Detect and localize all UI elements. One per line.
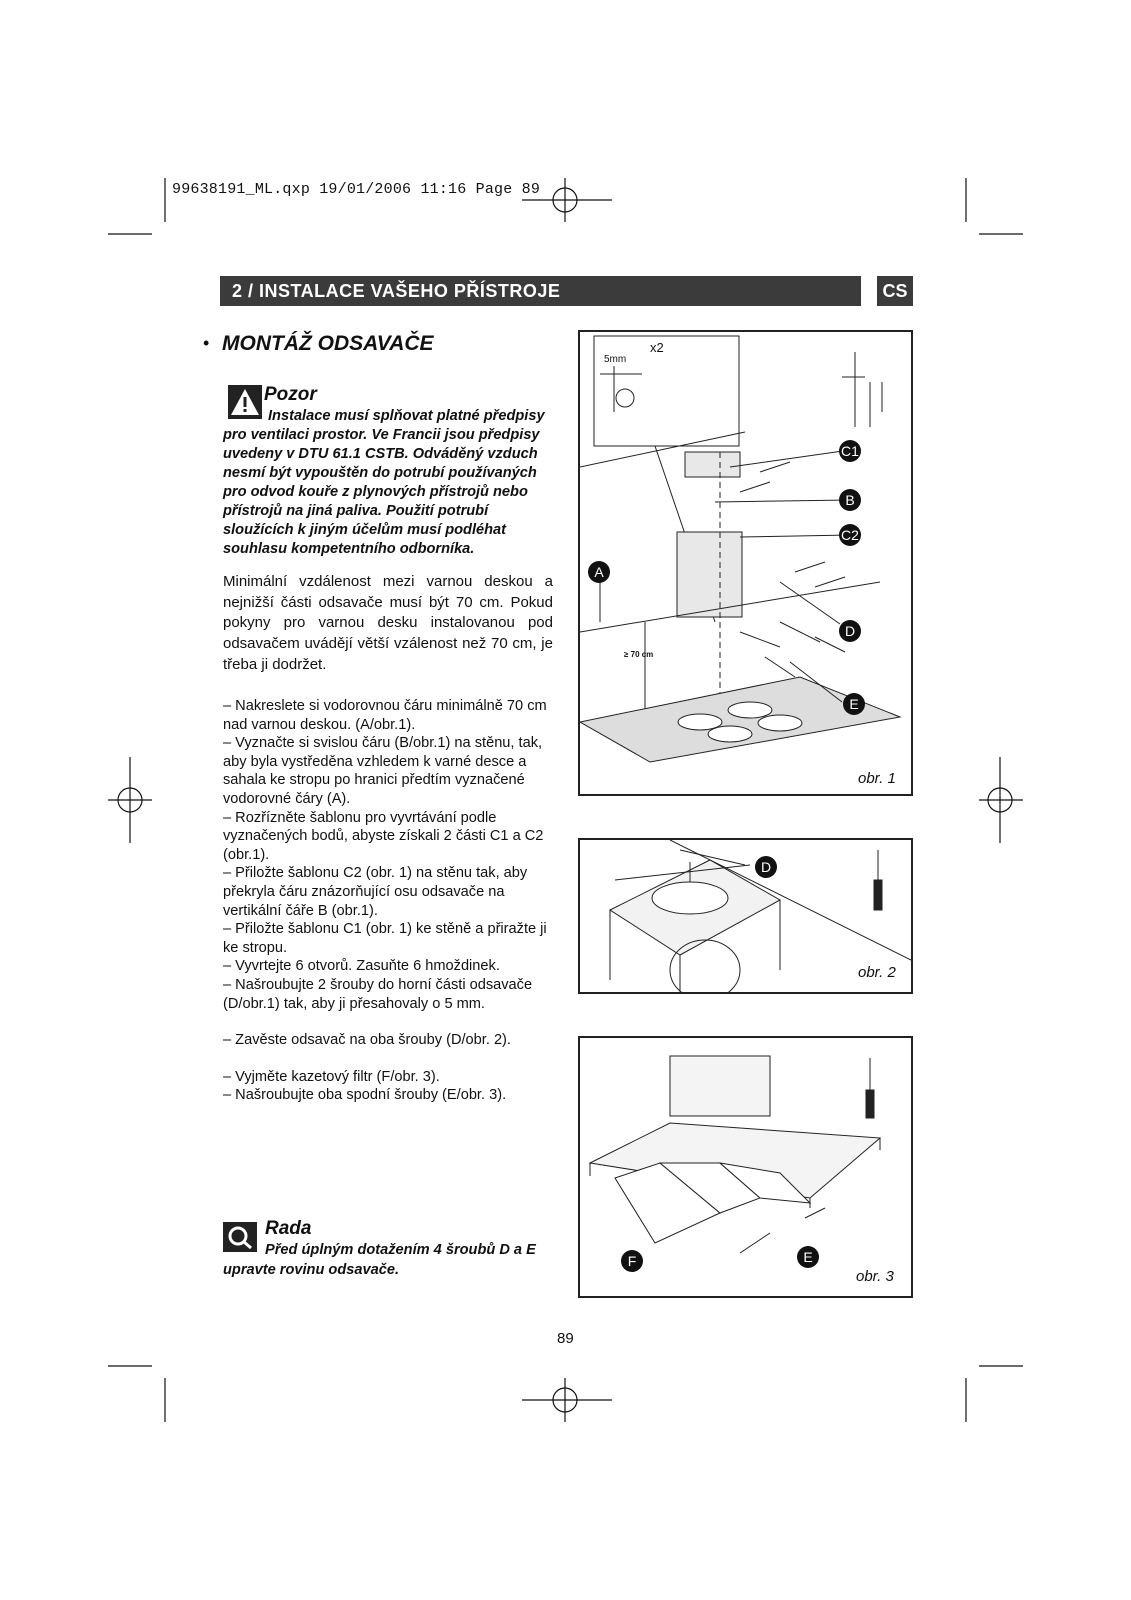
callout-a: A xyxy=(588,561,610,583)
bullet-icon: • xyxy=(203,333,210,353)
step-screws: – Našroubujte oba spodní šrouby (E/obr. 3). xyxy=(223,1087,507,1104)
step-7: – Našroubujte 2 šrouby do horní části odsavače (D/obr.1) tak, aby ji přesahovaly o 5 mm. xyxy=(223,976,533,1012)
step-1: – Nakreslete si vodorovnou čáru minimálně 70 cm nad varnou deskou. (A/obr.1). xyxy=(223,698,547,733)
callout-c2: C2 xyxy=(839,524,861,546)
callout-d: D xyxy=(839,620,861,642)
warning-heading: Pozor xyxy=(264,384,317,405)
callout-d: D xyxy=(755,856,777,878)
detail-inset xyxy=(594,336,739,446)
figure-3-caption: obr. 3 xyxy=(856,1268,894,1285)
instruction-steps xyxy=(223,697,553,1105)
callout-f: F xyxy=(621,1250,643,1272)
language-badge: CS xyxy=(877,276,913,306)
step-filter: – Vyjměte kazetový filtr (F/obr. 3). xyxy=(223,1068,440,1085)
callout-e: E xyxy=(797,1246,819,1268)
step-2: – Vyznačte si svislou čáru (B/obr.1) na stěnu, tak, aby byla vystředěna vzhledem k varné desce a sahala ke stropu po hranici předtím vyznačené vodorovné čáry (A). xyxy=(223,735,543,807)
figure-1-caption: obr. 1 xyxy=(858,770,896,787)
page-number: 89 xyxy=(557,1330,574,1347)
warning-text: Instalace musí splňovat platné předpisy pro ventilaci prostor. Ve Francii jsou předpisy uvedeny v DTU 61.1 CSTB. Odváděný vzduch nesmí být vypouštěn do potrubí používaných pro odvod kouře z plynových přístrojů nebo přístrojů na jiná paliva. Použití potrubí sloužících k jiným účelům musí podléhat souhlasu kompetentního odborníka. xyxy=(223,408,545,557)
tip-text: Před úplným dotažením 4 šroubů D a E upravte rovinu odsavače. xyxy=(223,1242,536,1278)
figure-3 xyxy=(578,1036,913,1298)
intro-paragraph: Minimální vzdálenost mezi varnou deskou a nejnižší části odsavače musí být 70 cm. Pokud pokyny pro varnou desku instalovanou pod odsavačem uvádějí větší vzálenost než 70 cm, je třeba ji dodržet. xyxy=(223,573,553,673)
figure-1-drawing xyxy=(580,332,911,794)
step-hang: – Zavěste odsavač na oba šrouby (D/obr. 2). xyxy=(223,1032,511,1049)
callout-c1: C1 xyxy=(839,440,861,462)
main-title: MONTÁŽ ODSAVAČE xyxy=(222,332,434,355)
callout-e: E xyxy=(843,693,865,715)
detail-gap: 5mm xyxy=(604,354,627,365)
figure-1 xyxy=(578,330,913,796)
step-3: – Rozřízněte šablonu pro vyvrtávání podle vyznačených bodů, abyste získali 2 části C1 a C2 (obr.1). xyxy=(223,809,544,863)
distance-label: ≥ 70 cm xyxy=(624,650,654,659)
print-slug: 99638191_ML.qxp 19/01/2006 11:16 Page 89 xyxy=(172,181,541,198)
step-6: – Vyvrtejte 6 otvorů. Zasuňte 6 hmoždinek. xyxy=(223,958,500,975)
section-title: 2 / INSTALACE VAŠEHO PŘÍSTROJE xyxy=(220,276,861,306)
detail-count: x2 xyxy=(650,340,664,355)
tip-heading: Rada xyxy=(265,1218,312,1239)
callout-b: B xyxy=(839,489,861,511)
figure-2-caption: obr. 2 xyxy=(858,964,896,981)
step-5: – Přiložte šablonu C1 (obr. 1) ke stěně a přiražte ji ke stropu. xyxy=(223,921,547,956)
figure-2 xyxy=(578,838,913,994)
step-4: – Přiložte šablonu C2 (obr. 1) na stěnu tak, aby překryla čáru znázorňující osu odsavače na vertikální čáře B (obr.1). xyxy=(223,865,528,919)
